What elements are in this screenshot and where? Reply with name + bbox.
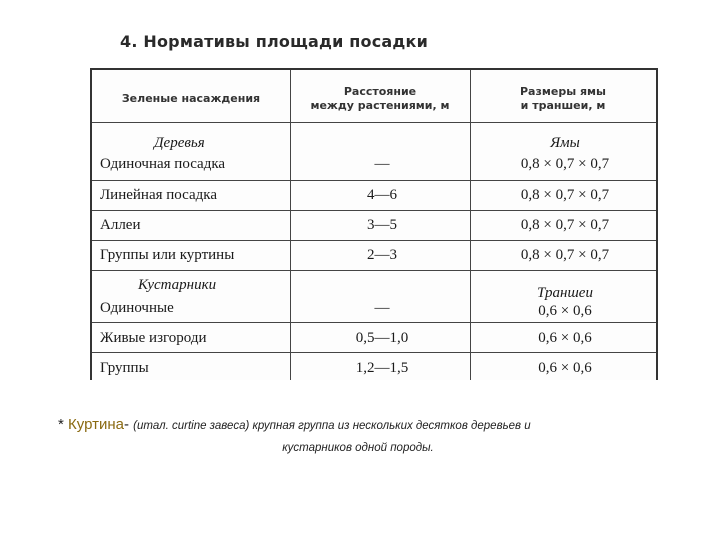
header-pits-line1: Размеры ямы	[520, 85, 606, 98]
pit-label: Ямы	[550, 135, 580, 151]
row-divider	[92, 270, 656, 271]
footnote-definition-cont: кустарников одной породы.	[282, 442, 434, 454]
row-size: 0,8 × 0,7 × 0,7	[520, 217, 610, 233]
row-name: Аллеи	[100, 217, 141, 233]
row-distance: —	[374, 156, 390, 172]
header-plants: Зеленые насаждения	[121, 92, 261, 105]
row-size: 0,8 × 0,7 × 0,7	[520, 156, 610, 172]
row-distance: 3—5	[367, 217, 397, 233]
header-divider	[92, 122, 656, 123]
row-distance: 0,5—1,0	[355, 330, 409, 346]
row-divider	[92, 322, 656, 323]
footnote-definition: (итал. curtine завеса) крупная группа из нескольких десятков деревьев и	[133, 420, 531, 432]
row-divider	[92, 240, 656, 241]
header-distance-line1: Расстояние	[343, 85, 417, 98]
row-size: 0,8 × 0,7 × 0,7	[520, 247, 610, 263]
trench-label: Траншеи	[537, 285, 593, 301]
header-pits	[470, 85, 656, 113]
row-distance: —	[374, 300, 390, 316]
row-name: Одиночные	[100, 300, 174, 316]
row-divider	[92, 210, 656, 211]
row-distance: 4—6	[367, 187, 397, 203]
row-name: Линейная посадка	[100, 187, 217, 203]
row-distance: 1,2—1,5	[355, 360, 409, 376]
page-title: 4. Нормативы площади посадки	[120, 32, 429, 51]
row-size: 0,8 × 0,7 × 0,7	[520, 187, 610, 203]
header-distance-line2: между растениями, м	[310, 99, 450, 112]
row-name: Группы	[100, 360, 149, 376]
row-name: Группы или куртины	[100, 247, 235, 263]
column-divider	[290, 70, 291, 380]
footnote	[58, 414, 698, 459]
footnote-dash: -	[123, 416, 134, 433]
row-distance: 2—3	[367, 247, 397, 263]
row-divider	[92, 352, 656, 353]
category-shrubs: Кустарники	[138, 277, 217, 293]
row-size: 0,6 × 0,6	[538, 303, 592, 319]
category-trees: Деревья	[154, 135, 205, 151]
row-name: Одиночная посадка	[100, 156, 226, 172]
header-pits-line2: и траншеи, м	[520, 99, 606, 112]
row-size: 0,6 × 0,6	[538, 360, 592, 376]
planting-norms-table	[90, 68, 658, 380]
footnote-term: Куртина	[68, 416, 124, 433]
row-name: Живые изгороди	[100, 330, 207, 346]
row-divider	[92, 180, 656, 181]
footnote-star: *	[58, 416, 69, 433]
header-distance	[290, 85, 470, 113]
row-size: 0,6 × 0,6	[538, 330, 592, 346]
